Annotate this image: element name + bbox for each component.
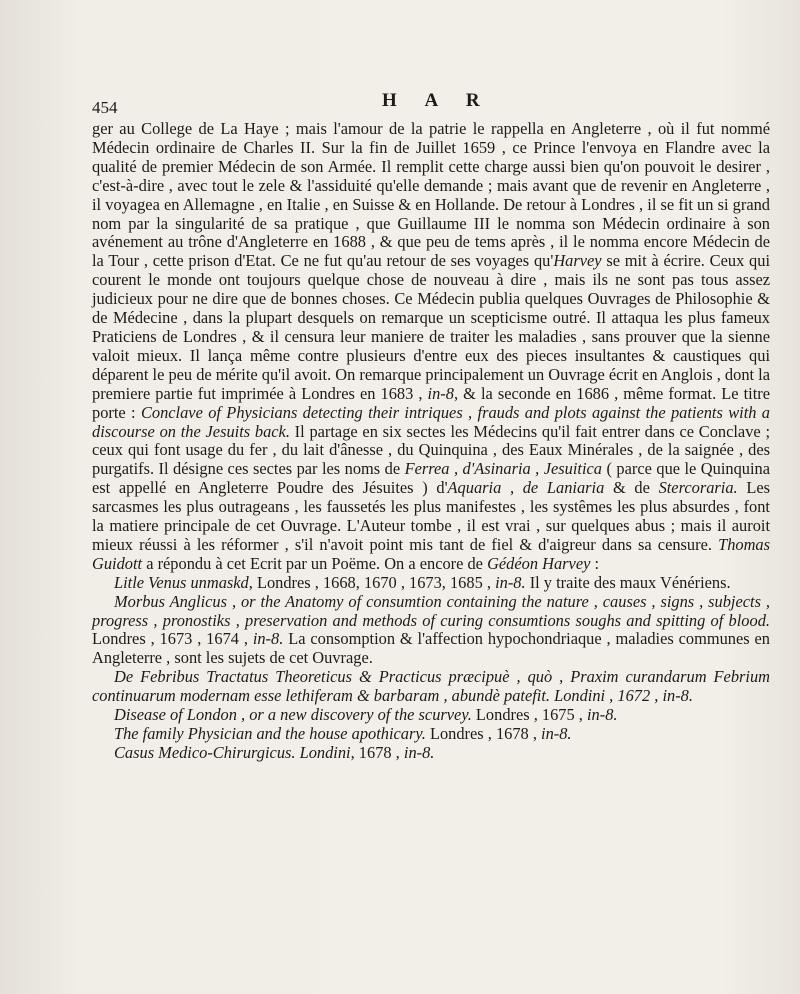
running-head: [92, 90, 770, 117]
italic-text: Aquaria , de Laniaria: [447, 478, 605, 498]
bibliography-list: [92, 574, 770, 763]
body-paragraph: [92, 120, 770, 574]
italic-text: Casus Medico-Chirurgicus. Londini: [114, 742, 351, 762]
text-run: , 1678 ,: [350, 742, 404, 762]
text-run: , Londres , 1668, 1670 , 1673, 1685 ,: [248, 572, 496, 592]
italic-text: Morbus Anglicus , or the Anatomy of consumtion containing the nature , causes , signs , subjects , progress , pronostiks , preservation and methods of curing consumtions soughs and spitting of blood.: [92, 591, 770, 630]
italic-text: Ferrea , d'Asinaria , Jesuitica: [404, 459, 603, 479]
text-run: Londres , 1678 ,: [425, 724, 542, 743]
italic-text: in-8.: [252, 629, 284, 649]
italic-text: Conclave of Physicians detecting their intriques , frauds and plots against the patients with a discourse on the Jesuits back.: [92, 402, 770, 441]
text-run: :: [590, 553, 600, 573]
text-run: Londres , 1673 , 1674 ,: [92, 629, 253, 649]
italic-text: in-8.: [541, 724, 572, 743]
italic-text: Stercoraria.: [658, 478, 738, 498]
running-title: H A R: [382, 90, 492, 111]
italic-text: in-8.: [495, 572, 526, 592]
text-run: Les sarcasmes les plus outrageans , les faussetés les plus manifestes , les systêmes les plus absurdes , font la matiere principale de cet Ouvrage. L'Auteur tombe , il est vrai , sur quelques abus ; mais il auroit mieux réussi à les réformer , s'il n'avoit point mis tant de fiel & d'aigreur dans sa censure.: [92, 478, 770, 554]
italic-text: Litle Venus unmaskd: [114, 572, 249, 592]
italic-text: Thomas Guidott: [92, 534, 770, 573]
italic-text: The family Physician and the house apothicary.: [114, 724, 426, 743]
bibliography-entry: [92, 668, 770, 706]
italic-text: Gédéon Harvey: [487, 553, 591, 573]
text-run: Il y traite des maux Vénériens.: [525, 572, 731, 592]
text-run: a répondu à cet Ecrit par un Poëme. On a encore de: [142, 553, 488, 573]
italic-text: in-8.: [587, 705, 618, 725]
italic-text: in-8: [427, 383, 454, 403]
text-run: ( parce que le Quinquina est appellé en Angleterre Poudre des Jésuites ) d': [92, 459, 771, 498]
bibliography-entry: [92, 744, 770, 763]
text-run: & de: [604, 478, 659, 498]
italic-text: Disease of London , or a new discovery of the scurvey.: [114, 705, 472, 725]
text-run: Il partage en six sectes les Médecins qu'il fait entrer dans ce Conclave ; ceux qui font usage du fer , du lait d'ânesse , du Quinquina , des Eaux Minérales , de la saignée , des purgatifs. Il désigne ces sectes par les noms de: [92, 421, 770, 479]
bibliography-entry: [92, 725, 770, 744]
italic-text: De Febribus Tractatus Theoreticus & Practicus præcipuè , quò , Praxim curandarum Febrium continuarum modernam esse lethiferam & barbaram , abundè patefit. Londini , 1672 , in-8.: [92, 667, 770, 706]
text-run: se mit à écrire. Ceux qui courent le monde ont toujours quelque chose de nouveau à dire , mais ils ne sont pas tous assez judicieux pour ne dire que de bonnes choses. Ce Médecin publia quelques Ouvrages de Philosophie & de Médecine , dans la plupart desquels on remarque un scepticisme outré. Il attaqua les plus fameux Praticiens de Londres , & il censura leur maniere de traiter les maladies , sans prouver que la sienne valoit mieux. Il lança même contre plusieurs d'entre eux des pieces insultantes & caustiques qui déparent le peu de mérite qu'il avoit. On remarque principalement un Ouvrage écrit en Anglois , dont la premiere partie fut imprimée à Londres en 1683 ,: [92, 251, 771, 403]
bibliography-entry: [92, 574, 770, 593]
bibliography-entry: [92, 593, 770, 669]
text-run: Londres , 1675 ,: [471, 705, 587, 725]
italic-text: Harvey: [553, 251, 602, 271]
text-run: , & la seconde en 1686 , même format. Le titre porte :: [92, 383, 770, 422]
page-number: 454: [92, 98, 118, 117]
text-run: La consomption & l'affection hypochondriaque , maladies communes en Angleterre , sont les sujets de cet Ouvrage.: [92, 629, 770, 668]
italic-text: in-8.: [403, 742, 435, 762]
text-run: ger au College de La Haye ; mais l'amour de la patrie le rappella en Angleterre , où il fut nommé Médecin ordinaire de Charles II. Sur la fin de Juillet 1659 , ce Prince l'envoya en Flandre avec la qualité de premier Médecin de son Armée. Il remplit cette charge aussi bien qu'on pouvoit le desirer , c'est-à-dire , avec tout le zele & l'assiduité qu'elle demande ; mais avant que de revenir en Angleterre , il voyagea en Allemagne , en Italie , en Suisse & en Hollande. De retour à Londres , il se fit un si grand nom par la singularité de sa pratique , que Guillaume III le nomma son Médecin ordinaire à son avénement au trône d'Angleterre en 1688 , & que peu de tems après , il le nomma encore Médecin de la Tour , cette prison d'Etat. Ce ne fut qu'au retour de ses voyages qu': [92, 119, 770, 271]
bibliography-entry: [92, 706, 770, 725]
